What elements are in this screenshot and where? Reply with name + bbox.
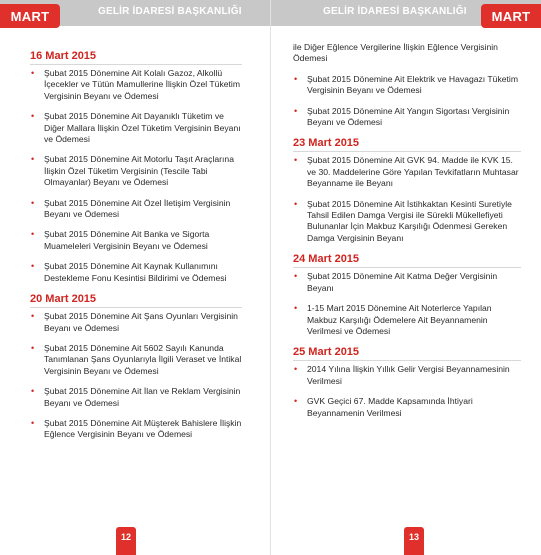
bullet-icon: • [294,396,298,407]
right-page [271,0,541,555]
list-item [30,386,242,409]
month-label: MART [10,9,50,24]
item-text: Şubat 2015 Dönemine Ait Kolalı Gazoz, Alkollü İçecekler ve Tütün Mamullerine İlişkin Özel Tüketim Vergisinin Beyanı ve Ödemesi [44,68,240,101]
bullet-icon: • [31,342,35,353]
section-23-mart [293,137,521,244]
list-item [293,396,521,419]
bullet-icon: • [31,229,35,240]
item-text: Şubat 2015 Dönemine Ait Özel İletişim Vergisinin Beyanı ve Ödemesi [44,197,231,220]
page-number: 13 [408,532,419,542]
left-page [0,0,270,555]
section-divider [293,267,521,268]
bullet-icon: • [31,311,35,322]
section-24-mart [293,253,521,337]
list-item [30,154,242,188]
page-number-tab [116,527,136,555]
item-text: Şubat 2015 Dönemine Ait Yangın Sigortası Vergisinin Beyanı ve Ödemesi [307,105,510,128]
list-item [30,261,242,284]
section-date: 24 Mart 2015 [293,253,360,266]
bullet-icon: • [294,73,298,84]
list-item [293,364,521,387]
right-content [293,42,521,428]
bullet-icon: • [294,155,298,166]
item-text: Şubat 2015 Dönemine Ait İlan ve Reklam Vergisinin Beyanı ve Ödemesi [44,386,241,408]
item-text: Şubat 2015 Dönemine Ait Motorlu Taşıt Araçlarına İlişkin Özel Tüketim Vergisinin (Tescile Tabi Olmayanlar) Beyanı ve Ödemesi [44,154,234,188]
list-item [293,303,521,337]
list-item [30,68,242,102]
month-label: MART [491,9,531,24]
month-tab [481,4,541,28]
list-item [30,343,242,377]
section-divider [293,360,521,361]
month-tab [0,4,60,28]
section-date: 25 Mart 2015 [293,346,360,359]
section-divider [30,64,242,65]
section-16-mart [30,50,242,284]
list-item [30,111,242,145]
header-title: GELİR İDARESİ BAŞKANLIĞI [323,6,467,17]
bullet-icon: • [294,198,298,209]
bullet-icon: • [31,197,35,208]
item-text: Şubat 2015 Dönemine Ait Katma Değer Vergisinin Beyanı [307,271,498,293]
section-divider [30,307,242,308]
section-date: 23 Mart 2015 [293,137,360,150]
item-text: Şubat 2015 Dönemine Ait İstihkaktan Kesinti Suretiyle Tahsil Edilen Damga Vergisi ile Sürekli Mükellefiyeti Bulunanlar İçin Makbuz Karşılığı Ödenmesi Gereken Damga Vergisinin Beyanı [307,198,512,243]
header-title: GELİR İDARESİ BAŞKANLIĞI [98,6,242,17]
item-text: Şubat 2015 Dönemine Ait Banka ve Sigorta Muameleleri Vergisinin Beyanı ve Ödemesi [44,229,210,251]
page-header-bar [271,0,541,26]
item-text: Şubat 2015 Dönemine Ait Dayanıklı Tüketim ve Diğer Mallara İlişkin Özel Tüketim Vergisinin Beyanı ve Ödemesi [44,111,241,145]
list-item [293,155,521,189]
bullet-icon: • [31,417,35,428]
list-item [293,106,521,129]
item-text: Şubat 2015 Dönemine Ait Elektrik ve Havagazı Tüketim Vergisinin Beyanı ve Ödemesi [307,73,518,96]
section-date: 20 Mart 2015 [30,293,97,306]
page-number: 12 [120,532,131,542]
list-item [30,418,242,441]
page-header-bar [0,0,270,26]
list-item [30,311,242,334]
list-item [293,199,521,245]
item-text: Şubat 2015 Dönemine Ait GVK 94. Madde ile KVK 15. ve 30. Maddelerine Göre Yapılan Tevkifatların Muhtasar Beyanname ile Beyanı [307,155,519,189]
bullet-icon: • [294,303,298,314]
bullet-icon: • [31,154,35,165]
bullet-icon: • [31,68,35,78]
bullet-icon: • [294,105,298,116]
item-text: Şubat 2015 Dönemine Ait Müşterek Bahislere İlişkin Eğlence Vergisinin Beyanı ve Ödemesi [44,417,242,440]
item-text: Şubat 2015 Dönemine Ait 5602 Sayılı Kanunda Tanımlanan Şans Oyunlarıyla İlgili Veraset ve İntikal Vergisinin Beyanı ve Ödemesi [44,342,242,376]
section-divider [293,151,521,152]
section-25-mart [293,346,521,419]
left-content [30,44,242,450]
item-text: GVK Geçici 67. Madde Kapsamında İhtiyari Beyannamenin Verilmesi [307,396,473,418]
continued-text: ile Diğer Eğlence Vergilerine İlişkin Eğlence Vergisinin Ödemesi [293,42,498,64]
list-item [30,229,242,252]
bullet-icon: • [31,111,35,122]
item-text: 2014 Yılına İlişkin Yıllık Gelir Vergisi Beyannamesinin Verilmesi [307,364,510,386]
list-item [30,198,242,221]
list-item [293,271,521,294]
bullet-icon: • [31,261,35,272]
item-text: Şubat 2015 Dönemine Ait Kaynak Kullanımını Destekleme Fonu Kesintisi Bildirimi ve Ödemesi [44,261,227,283]
item-text: 1-15 Mart 2015 Dönemine Ait Noterlerce Yapılan Makbuz Karşılığı Ödemelere Ait Beyannamenin Verilmesi ve Ödemesi [307,303,492,336]
item-text: Şubat 2015 Dönemine Ait Şans Oyunları Vergisinin Beyanı ve Ödemesi [44,311,238,333]
bullet-icon: • [294,364,298,375]
bullet-icon: • [31,386,35,397]
page-number-tab [404,527,424,555]
section-date: 16 Mart 2015 [30,50,97,62]
section-20-mart [30,293,242,441]
list-item [293,74,521,97]
bullet-icon: • [294,271,298,282]
